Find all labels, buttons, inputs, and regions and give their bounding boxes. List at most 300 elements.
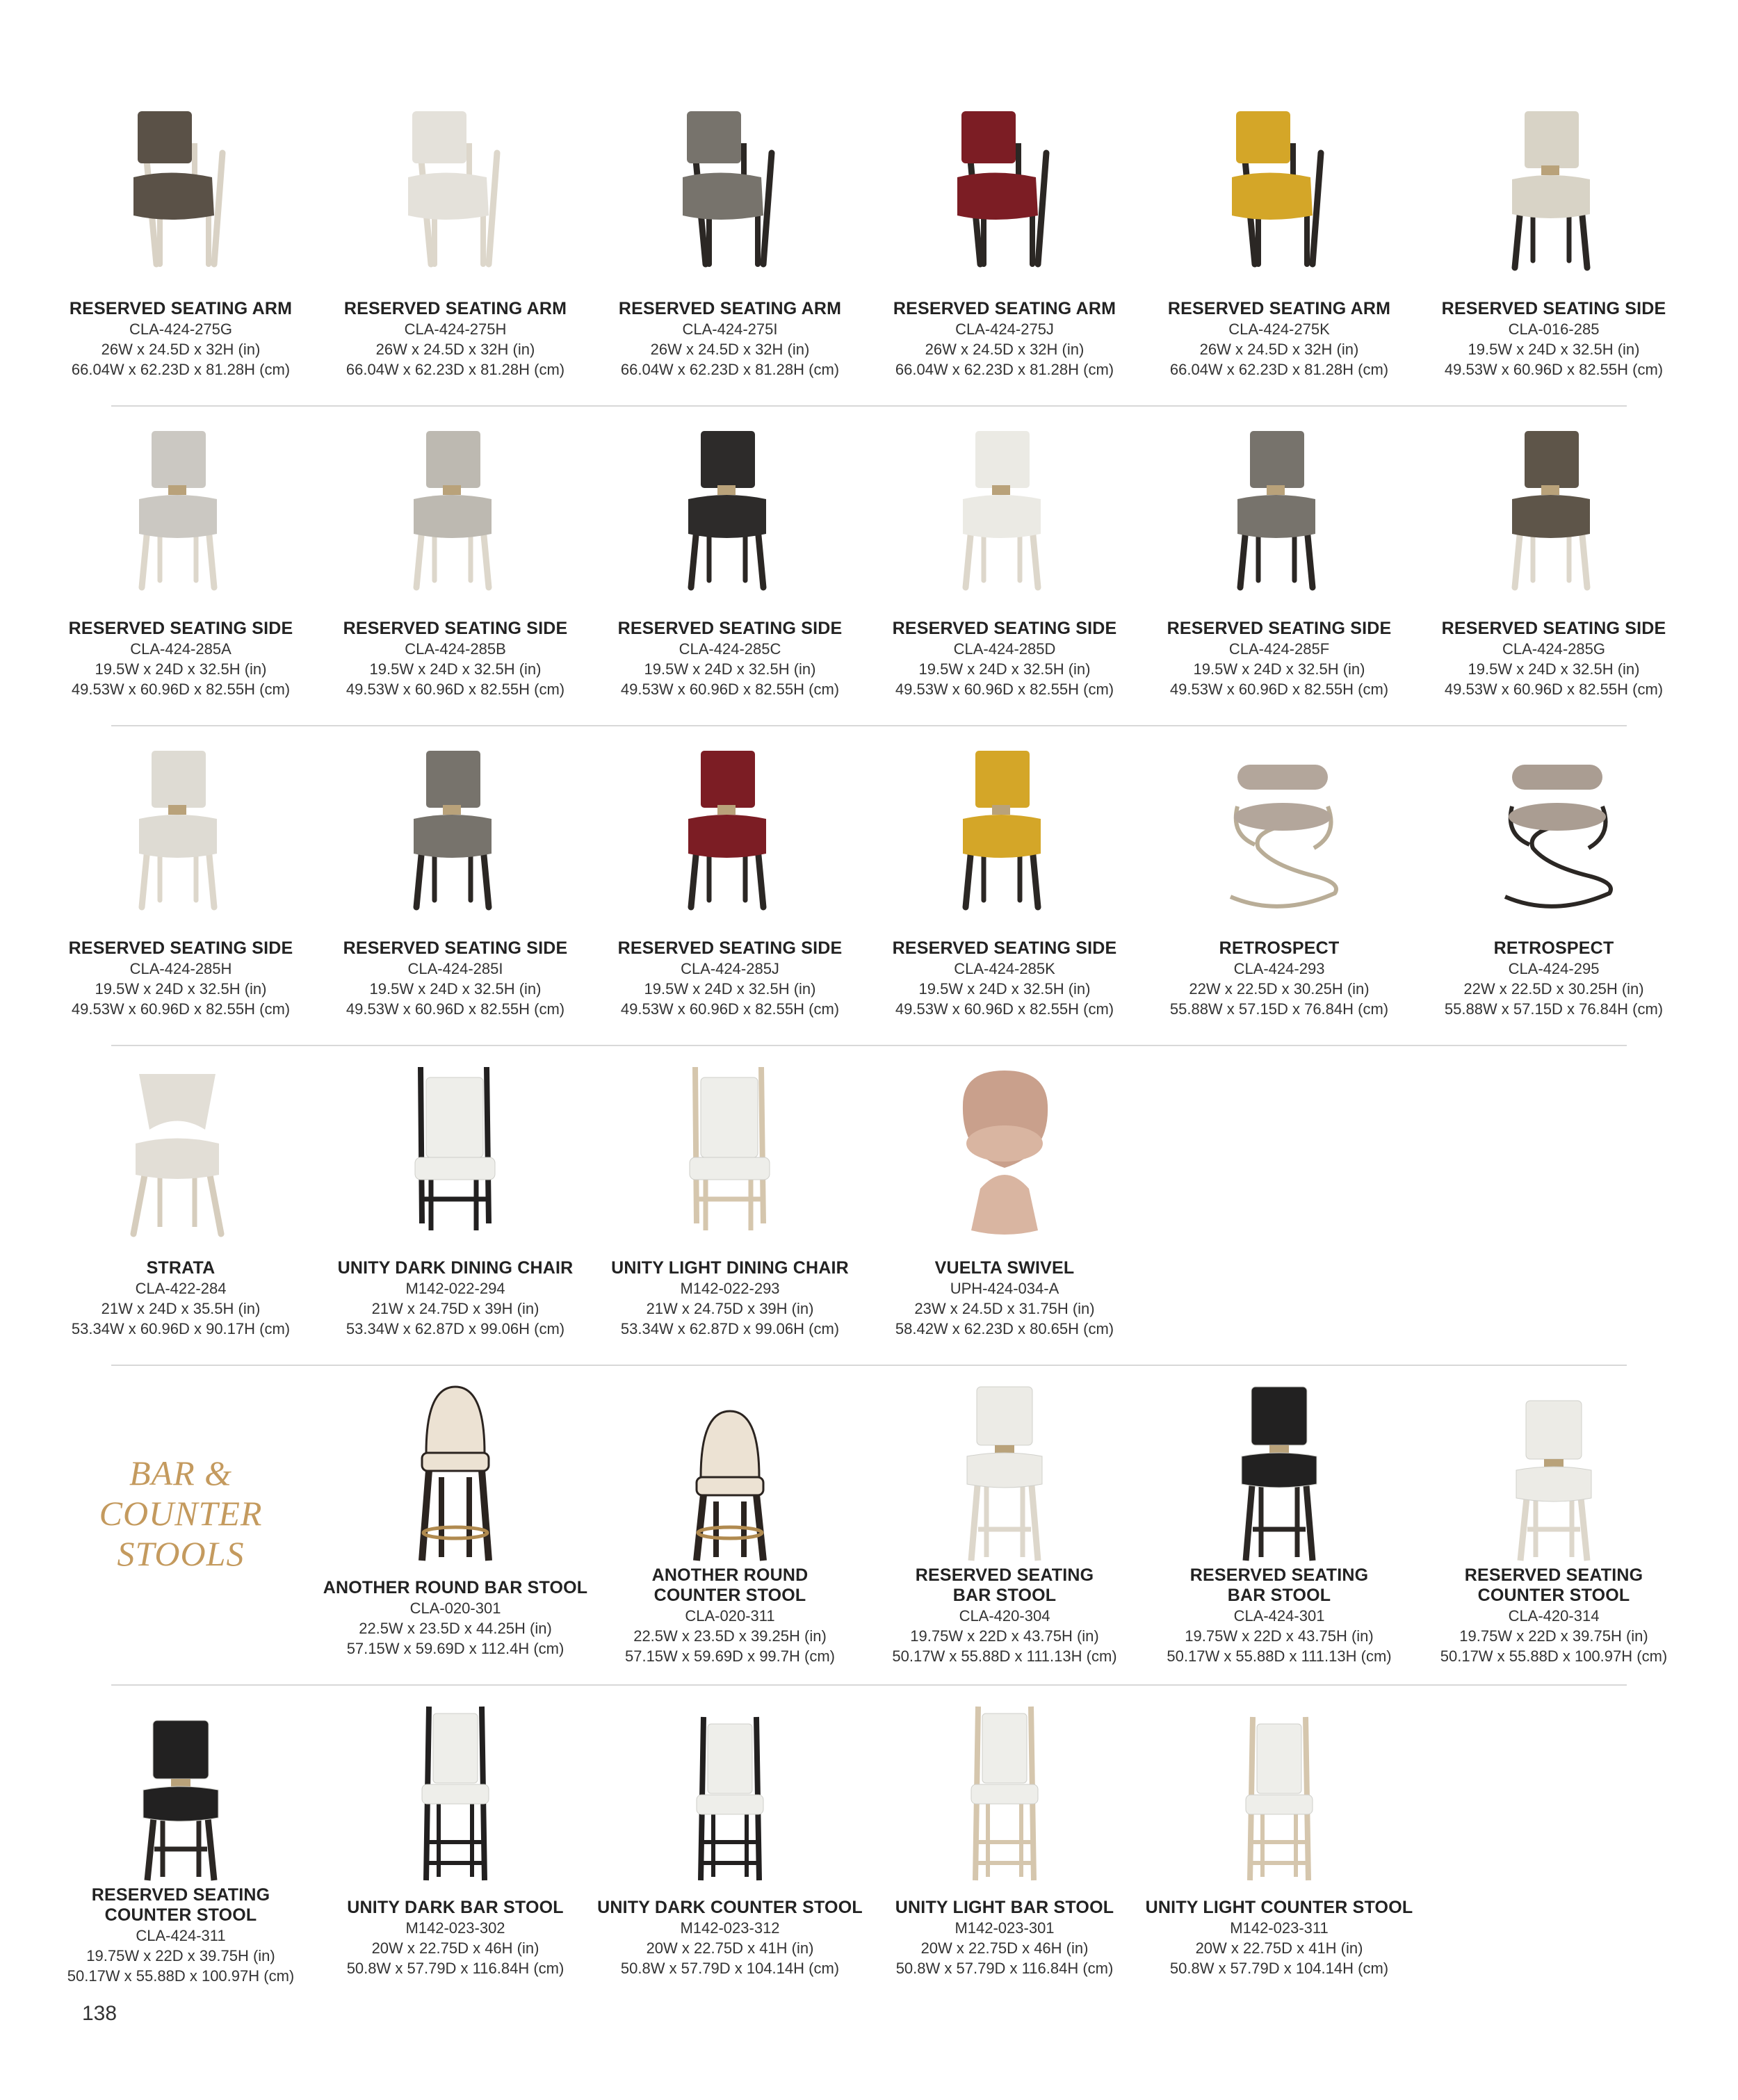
stool-back — [977, 1387, 1032, 1445]
product-name: RETROSPECT — [1493, 938, 1614, 958]
chair-back — [412, 111, 466, 163]
product-dimensions-cm: 49.53W x 60.96D x 82.55H (cm) — [1169, 681, 1389, 698]
chair-back — [152, 751, 206, 808]
product-dimensions-cm: 57.15W x 59.69D x 112.4H (cm) — [346, 1640, 565, 1657]
product-dimensions-in: 19.5W x 24D x 32.5H (in) — [95, 660, 267, 678]
chair-seat — [414, 495, 492, 538]
chair-seat — [1509, 803, 1606, 831]
product-dimensions-in: 26W x 24.5D x 32H (in) — [1199, 341, 1359, 358]
product-card — [591, 104, 869, 380]
product-dimensions-cm: 49.53W x 60.96D x 82.55H (cm) — [1444, 361, 1664, 378]
chair-back-bracket — [168, 485, 186, 495]
chair-seat — [1512, 175, 1590, 218]
product-name: RESERVED SEATING SIDE — [1441, 299, 1666, 318]
product-name: UNITY DARK COUNTER STOOL — [597, 1898, 863, 1917]
product-sku: M142-023-301 — [955, 1919, 1055, 1937]
product-dimensions-in: 20W x 22.75D x 41H (in) — [646, 1939, 814, 1957]
stool-seat — [967, 1453, 1042, 1488]
product-dimensions-cm: 50.17W x 55.88D x 100.97H (cm) — [1440, 1647, 1668, 1665]
product-name: RESERVED SEATING SIDE — [617, 938, 843, 958]
chair-seat — [963, 495, 1041, 538]
chair-back — [1237, 765, 1328, 790]
stool-leg — [1250, 1807, 1308, 1877]
stool-leg — [971, 1477, 1038, 1561]
product-dimensions-cm: 66.04W x 62.23D x 81.28H (cm) — [895, 361, 1114, 378]
chair-seat — [408, 173, 489, 220]
chair-back — [426, 751, 480, 808]
product-card — [866, 1703, 1144, 1978]
product-image — [90, 104, 271, 285]
stool-seat — [1516, 1467, 1591, 1501]
product-card — [316, 1064, 594, 1339]
chair-leg — [434, 855, 471, 900]
product-dimensions-in: 20W x 22.75D x 46H (in) — [371, 1939, 539, 1957]
product-sku: CLA-016-285 — [1508, 320, 1600, 338]
product-image — [365, 1383, 546, 1564]
product-sku: CLA-424-275J — [955, 320, 1054, 338]
product-image — [640, 1383, 820, 1564]
chair-back — [701, 751, 755, 808]
chair-back-bracket — [1541, 165, 1559, 175]
product-image — [640, 1703, 820, 1884]
product-dimensions-cm: 55.88W x 57.15D x 76.84H (cm) — [1444, 1000, 1664, 1018]
product-dimensions-cm: 66.04W x 62.23D x 81.28H (cm) — [1169, 361, 1389, 378]
product-name: RESERVED SEATING ARM — [343, 299, 567, 318]
chair-seat — [688, 815, 766, 858]
product-sku: CLA-424-301 — [1233, 1607, 1325, 1625]
product-sku: M142-023-312 — [680, 1919, 780, 1937]
product-name: RESERVED SEATING SIDE — [343, 938, 568, 958]
product-image — [365, 424, 546, 605]
chair-seat — [415, 1157, 495, 1180]
product-image — [1463, 744, 1644, 925]
chair-leg — [984, 855, 1020, 900]
product-dimensions-in: 19.5W x 24D x 32.5H (in) — [95, 980, 267, 998]
product-sku: CLA-424-285J — [681, 960, 779, 977]
section-heading-bar-counter-stools — [76, 1453, 285, 1574]
section-heading-line: STOOLS — [117, 1534, 245, 1573]
stool-back — [153, 1720, 209, 1779]
chair-back — [426, 431, 480, 488]
chair-back — [1236, 111, 1290, 163]
product-card — [1415, 744, 1693, 1019]
chair-seat — [1234, 803, 1331, 831]
product-dimensions-in: 19.5W x 24D x 32.5H (in) — [644, 660, 816, 678]
stool-seat — [422, 1453, 489, 1471]
product-card — [591, 424, 869, 699]
product-image — [914, 104, 1095, 285]
product-dimensions-cm: 49.53W x 60.96D x 82.55H (cm) — [895, 1000, 1114, 1018]
section-heading-line: BAR & — [129, 1454, 233, 1492]
product-card — [1140, 104, 1418, 380]
chair-back — [701, 1077, 758, 1157]
stool-seat — [1242, 1453, 1317, 1488]
product-name: STRATA — [146, 1258, 216, 1278]
product-image — [640, 104, 820, 285]
product-sku: CLA-424-285H — [129, 960, 232, 977]
product-dimensions-in: 19.75W x 22D x 43.75H (in) — [910, 1627, 1099, 1645]
product-dimensions-cm: 49.53W x 60.96D x 82.55H (cm) — [71, 681, 291, 698]
chair-back — [961, 111, 1016, 163]
product-name: RESERVED SEATING ARM — [618, 299, 842, 318]
product-dimensions-in: 26W x 24.5D x 32H (in) — [101, 341, 261, 358]
chair-back-bracket — [1267, 485, 1285, 495]
product-image — [365, 1064, 546, 1244]
product-sku: CLA-424-311 — [136, 1927, 226, 1944]
chair-back-bracket — [443, 485, 461, 495]
product-dimensions-in: 21W x 24.75D x 39H (in) — [646, 1300, 814, 1317]
chair-leg — [160, 1175, 195, 1227]
product-card — [866, 1064, 1144, 1339]
product-dimensions-cm: 57.15W x 59.69D x 99.7H (cm) — [624, 1647, 835, 1665]
stool-seat — [422, 1784, 489, 1804]
chair-seat — [414, 815, 492, 858]
row-divider — [111, 405, 1627, 407]
product-image — [640, 744, 820, 925]
stool-leg — [716, 1501, 744, 1557]
stool-seat — [697, 1795, 763, 1814]
product-name: RESERVED SEATING — [91, 1885, 270, 1905]
row-divider — [111, 1365, 1627, 1366]
product-card — [42, 424, 320, 699]
chair-back — [687, 111, 741, 163]
chair-back — [1250, 431, 1304, 488]
chair-leg — [1258, 215, 1307, 264]
product-dimensions-in: 19.5W x 24D x 32.5H (in) — [369, 980, 542, 998]
product-dimensions-cm: 66.04W x 62.23D x 81.28H (cm) — [346, 361, 565, 378]
product-sku: CLA-420-314 — [1508, 1607, 1600, 1625]
product-card — [866, 104, 1144, 380]
chair-seat — [1512, 495, 1590, 538]
product-sku: CLA-424-285I — [407, 960, 503, 977]
chair-seat — [139, 815, 217, 858]
product-dimensions-in: 26W x 24.5D x 32H (in) — [375, 341, 535, 358]
product-image — [1189, 424, 1370, 605]
product-sku: M142-022-293 — [680, 1280, 780, 1297]
chair-back-bracket — [443, 805, 461, 815]
chair-back — [1525, 111, 1579, 168]
chair-leg — [709, 855, 745, 900]
product-sku: CLA-424-285C — [679, 640, 781, 658]
row-divider — [111, 1045, 1627, 1046]
chair-seat — [133, 173, 214, 220]
product-dimensions-in: 19.5W x 24D x 32.5H (in) — [1468, 341, 1640, 358]
chair-leg — [709, 535, 745, 580]
chair-leg — [697, 1175, 763, 1230]
chair-leg — [1533, 215, 1569, 261]
product-name: RESERVED SEATING SIDE — [68, 619, 293, 638]
chair-frame — [1231, 824, 1336, 906]
chair-back-bracket — [717, 485, 736, 495]
product-name: COUNTER STOOL — [104, 1905, 257, 1925]
product-image — [365, 104, 546, 285]
stool-seat — [697, 1477, 763, 1495]
stool-leg — [422, 1470, 489, 1561]
product-dimensions-cm: 49.53W x 60.96D x 82.55H (cm) — [895, 681, 1114, 698]
chair-base — [971, 1175, 1038, 1235]
product-image — [1463, 1383, 1644, 1564]
product-sku: CLA-422-284 — [135, 1280, 227, 1297]
product-card — [316, 744, 594, 1019]
product-sku: CLA-424-295 — [1508, 960, 1600, 977]
product-image — [914, 424, 1095, 605]
chair-back-bracket — [992, 805, 1010, 815]
chair-back — [701, 431, 755, 488]
stool-leg — [154, 1818, 207, 1877]
section-heading-line: COUNTER — [99, 1494, 263, 1533]
product-dimensions-in: 22W x 22.5D x 30.25H (in) — [1189, 980, 1370, 998]
product-image — [914, 1064, 1095, 1244]
product-sku: CLA-020-311 — [685, 1607, 775, 1625]
stool-leg — [978, 1484, 1031, 1557]
product-card — [316, 1383, 594, 1659]
product-name: UNITY DARK DINING CHAIR — [337, 1258, 574, 1278]
chair-seat — [688, 495, 766, 538]
product-dimensions-cm: 53.34W x 60.96D x 90.17H (cm) — [71, 1320, 291, 1337]
product-dimensions-cm: 49.53W x 60.96D x 82.55H (cm) — [346, 1000, 565, 1018]
product-card — [866, 424, 1144, 699]
product-dimensions-cm: 50.17W x 55.88D x 111.13H (cm) — [892, 1647, 1117, 1665]
product-dimensions-cm: 50.8W x 57.79D x 116.84H (cm) — [346, 1960, 565, 1977]
product-image — [365, 744, 546, 925]
product-image — [1463, 104, 1644, 285]
product-card — [316, 424, 594, 699]
product-sku: M142-023-302 — [405, 1919, 505, 1937]
product-sku: CLA-424-285F — [1228, 640, 1330, 658]
product-card — [1140, 424, 1418, 699]
product-sku: CLA-020-301 — [409, 1600, 501, 1617]
product-image — [914, 1703, 1095, 1884]
product-card — [591, 1383, 869, 1666]
chair-back — [975, 751, 1030, 808]
product-card — [316, 104, 594, 380]
stool-footrest — [698, 1527, 762, 1538]
chair-back — [138, 111, 192, 163]
product-image — [1463, 424, 1644, 605]
product-name: RESERVED SEATING SIDE — [343, 619, 568, 638]
product-dimensions-cm: 50.8W x 57.79D x 104.14H (cm) — [1169, 1960, 1389, 1977]
chair-back-bracket — [1541, 485, 1559, 495]
product-sku: CLA-424-275G — [129, 320, 232, 338]
product-dimensions-in: 19.5W x 24D x 32.5H (in) — [1193, 660, 1365, 678]
product-image — [90, 424, 271, 605]
product-name: RESERVED SEATING SIDE — [892, 619, 1117, 638]
product-name: UNITY DARK BAR STOOL — [347, 1898, 564, 1917]
product-dimensions-cm: 66.04W x 62.23D x 81.28H (cm) — [71, 361, 291, 378]
product-name: RESERVED SEATING — [1189, 1565, 1369, 1585]
chair-frame — [1505, 824, 1611, 906]
chair-seat — [957, 173, 1038, 220]
product-dimensions-in: 22.5W x 23.5D x 44.25H (in) — [359, 1620, 552, 1637]
stool-leg — [975, 1797, 1034, 1877]
product-sku: CLA-424-285A — [130, 640, 232, 658]
stool-back — [1251, 1387, 1307, 1445]
product-dimensions-in: 19.75W x 22D x 43.75H (in) — [1185, 1627, 1374, 1645]
chair-leg — [984, 215, 1032, 264]
product-dimensions-in: 19.5W x 24D x 32.5H (in) — [918, 660, 1091, 678]
product-name: RESERVED SEATING ARM — [69, 299, 293, 318]
chair-leg — [160, 215, 209, 264]
product-card — [1140, 1383, 1418, 1666]
chair-leg — [422, 1175, 489, 1230]
product-sku: M142-023-311 — [1230, 1919, 1329, 1937]
product-dimensions-cm: 55.88W x 57.15D x 76.84H (cm) — [1169, 1000, 1389, 1018]
product-name: RETROSPECT — [1219, 938, 1340, 958]
product-card — [1415, 424, 1693, 699]
product-card — [42, 1064, 320, 1339]
product-dimensions-in: 20W x 22.75D x 46H (in) — [920, 1939, 1089, 1957]
chair-leg — [434, 535, 471, 580]
product-sku: CLA-424-285B — [405, 640, 506, 658]
product-card — [866, 1383, 1144, 1666]
chair-leg — [160, 855, 196, 900]
product-sku: CLA-424-275H — [404, 320, 507, 338]
product-dimensions-cm: 53.34W x 62.87D x 99.06H (cm) — [620, 1320, 840, 1337]
product-dimensions-cm: 50.17W x 55.88D x 100.97H (cm) — [67, 1967, 295, 1985]
product-dimensions-cm: 58.42W x 62.23D x 80.65H (cm) — [895, 1320, 1114, 1337]
chair-back-bracket — [717, 805, 736, 815]
chair-leg — [709, 215, 758, 264]
product-image — [1189, 1383, 1370, 1564]
product-sku: UPH-424-034-A — [950, 1280, 1059, 1297]
product-name: UNITY LIGHT COUNTER STOOL — [1145, 1898, 1413, 1917]
product-dimensions-in: 21W x 24D x 35.5H (in) — [101, 1300, 261, 1317]
chair-back-bracket — [992, 485, 1010, 495]
product-dimensions-in: 19.5W x 24D x 32.5H (in) — [644, 980, 816, 998]
stool-back — [1526, 1401, 1582, 1459]
stool-back — [982, 1714, 1027, 1783]
chair-seat — [683, 173, 763, 220]
chair-seat — [136, 1139, 219, 1180]
stool-back — [1257, 1724, 1301, 1793]
product-card — [591, 744, 869, 1019]
product-dimensions-in: 19.5W x 24D x 32.5H (in) — [918, 980, 1091, 998]
product-sku: M142-022-294 — [405, 1280, 505, 1297]
product-name: RESERVED SEATING SIDE — [892, 938, 1117, 958]
stool-leg — [1253, 1484, 1306, 1557]
product-name: RESERVED SEATING ARM — [1167, 299, 1391, 318]
product-card — [316, 1703, 594, 1978]
product-dimensions-cm: 49.53W x 60.96D x 82.55H (cm) — [71, 1000, 291, 1018]
product-dimensions-cm: 50.8W x 57.79D x 104.14H (cm) — [620, 1960, 840, 1977]
chair-back — [1525, 431, 1579, 488]
stool-leg — [1246, 1477, 1313, 1561]
chair-back — [139, 1074, 216, 1130]
product-dimensions-in: 19.5W x 24D x 32.5H (in) — [1468, 660, 1640, 678]
product-sku: CLA-424-285G — [1502, 640, 1605, 658]
product-name: RESERVED SEATING — [915, 1565, 1094, 1585]
chair-leg — [984, 535, 1020, 580]
chair-back — [426, 1077, 483, 1157]
chair-seat — [966, 1125, 1043, 1162]
chair-leg — [1258, 535, 1294, 580]
chair-seat — [963, 815, 1041, 858]
product-dimensions-in: 26W x 24.5D x 32H (in) — [650, 341, 810, 358]
product-card — [42, 744, 320, 1019]
product-name: RESERVED SEATING SIDE — [1441, 619, 1666, 638]
stool-back — [708, 1724, 752, 1793]
product-card — [591, 1064, 869, 1339]
chair-back — [152, 431, 206, 488]
stool-leg — [701, 1807, 759, 1877]
stool-leg — [441, 1477, 469, 1557]
product-name: UNITY LIGHT DINING CHAIR — [611, 1258, 849, 1278]
product-dimensions-cm: 49.53W x 60.96D x 82.55H (cm) — [620, 1000, 840, 1018]
stool-leg — [426, 1797, 485, 1877]
chair-leg — [160, 535, 196, 580]
product-card — [1140, 744, 1418, 1019]
product-image — [90, 1064, 271, 1244]
product-image — [914, 1383, 1095, 1564]
product-dimensions-in: 26W x 24.5D x 32H (in) — [925, 341, 1085, 358]
product-name: BAR STOOL — [952, 1586, 1057, 1605]
chair-leg — [434, 215, 483, 264]
stool-back — [433, 1714, 478, 1783]
chair-seat — [139, 495, 217, 538]
product-name: RESERVED SEATING — [1464, 1565, 1643, 1585]
product-name: COUNTER STOOL — [1477, 1586, 1630, 1605]
product-dimensions-cm: 50.8W x 57.79D x 116.84H (cm) — [895, 1960, 1114, 1977]
row-divider — [111, 1684, 1627, 1686]
stool-seat — [1246, 1795, 1313, 1814]
chair-back — [1512, 765, 1602, 790]
product-dimensions-cm: 53.34W x 62.87D x 99.06H (cm) — [346, 1320, 565, 1337]
product-card — [1415, 104, 1693, 380]
stool-back — [701, 1411, 759, 1477]
product-sku: CLA-424-285D — [953, 640, 1056, 658]
product-dimensions-cm: 49.53W x 60.96D x 82.55H (cm) — [1444, 681, 1664, 698]
product-card — [591, 1703, 869, 1978]
chair-seat — [690, 1157, 770, 1180]
stool-back — [426, 1387, 485, 1453]
product-sku: CLA-424-285K — [954, 960, 1055, 977]
chair-back-bracket — [168, 805, 186, 815]
stool-leg — [1527, 1498, 1580, 1557]
chair-seat — [1237, 495, 1315, 538]
product-name: RESERVED SEATING ARM — [893, 299, 1116, 318]
product-dimensions-in: 20W x 22.75D x 41H (in) — [1195, 1939, 1363, 1957]
chair-back — [975, 431, 1030, 488]
product-image — [1189, 1703, 1370, 1884]
page-number: 138 — [82, 2002, 117, 2025]
product-card — [866, 744, 1144, 1019]
product-dimensions-cm: 49.53W x 60.96D x 82.55H (cm) — [346, 681, 565, 698]
product-name: UNITY LIGHT BAR STOOL — [895, 1898, 1114, 1917]
row-divider — [111, 725, 1627, 726]
product-name: ANOTHER ROUND — [651, 1565, 809, 1585]
product-image — [1189, 104, 1370, 285]
product-name: BAR STOOL — [1227, 1586, 1331, 1605]
chair-leg — [1533, 535, 1569, 580]
product-image — [1189, 744, 1370, 925]
product-name: ANOTHER ROUND BAR STOOL — [323, 1578, 588, 1597]
product-name: COUNTER STOOL — [653, 1586, 806, 1605]
product-dimensions-cm: 50.17W x 55.88D x 111.13H (cm) — [1167, 1647, 1392, 1665]
product-dimensions-in: 19.75W x 22D x 39.75H (in) — [1459, 1627, 1648, 1645]
product-name: RESERVED SEATING SIDE — [1167, 619, 1392, 638]
product-card — [1140, 1703, 1418, 1978]
product-name: VUELTA SWIVEL — [934, 1258, 1075, 1278]
product-image — [914, 744, 1095, 925]
product-name: RESERVED SEATING SIDE — [617, 619, 843, 638]
stool-seat — [971, 1784, 1038, 1804]
product-card — [1415, 1383, 1693, 1666]
product-name: RESERVED SEATING SIDE — [68, 938, 293, 958]
product-image — [90, 744, 271, 925]
product-dimensions-in: 19.5W x 24D x 32.5H (in) — [369, 660, 542, 678]
product-sku: CLA-420-304 — [959, 1607, 1050, 1625]
product-dimensions-in: 22W x 22.5D x 30.25H (in) — [1463, 980, 1644, 998]
